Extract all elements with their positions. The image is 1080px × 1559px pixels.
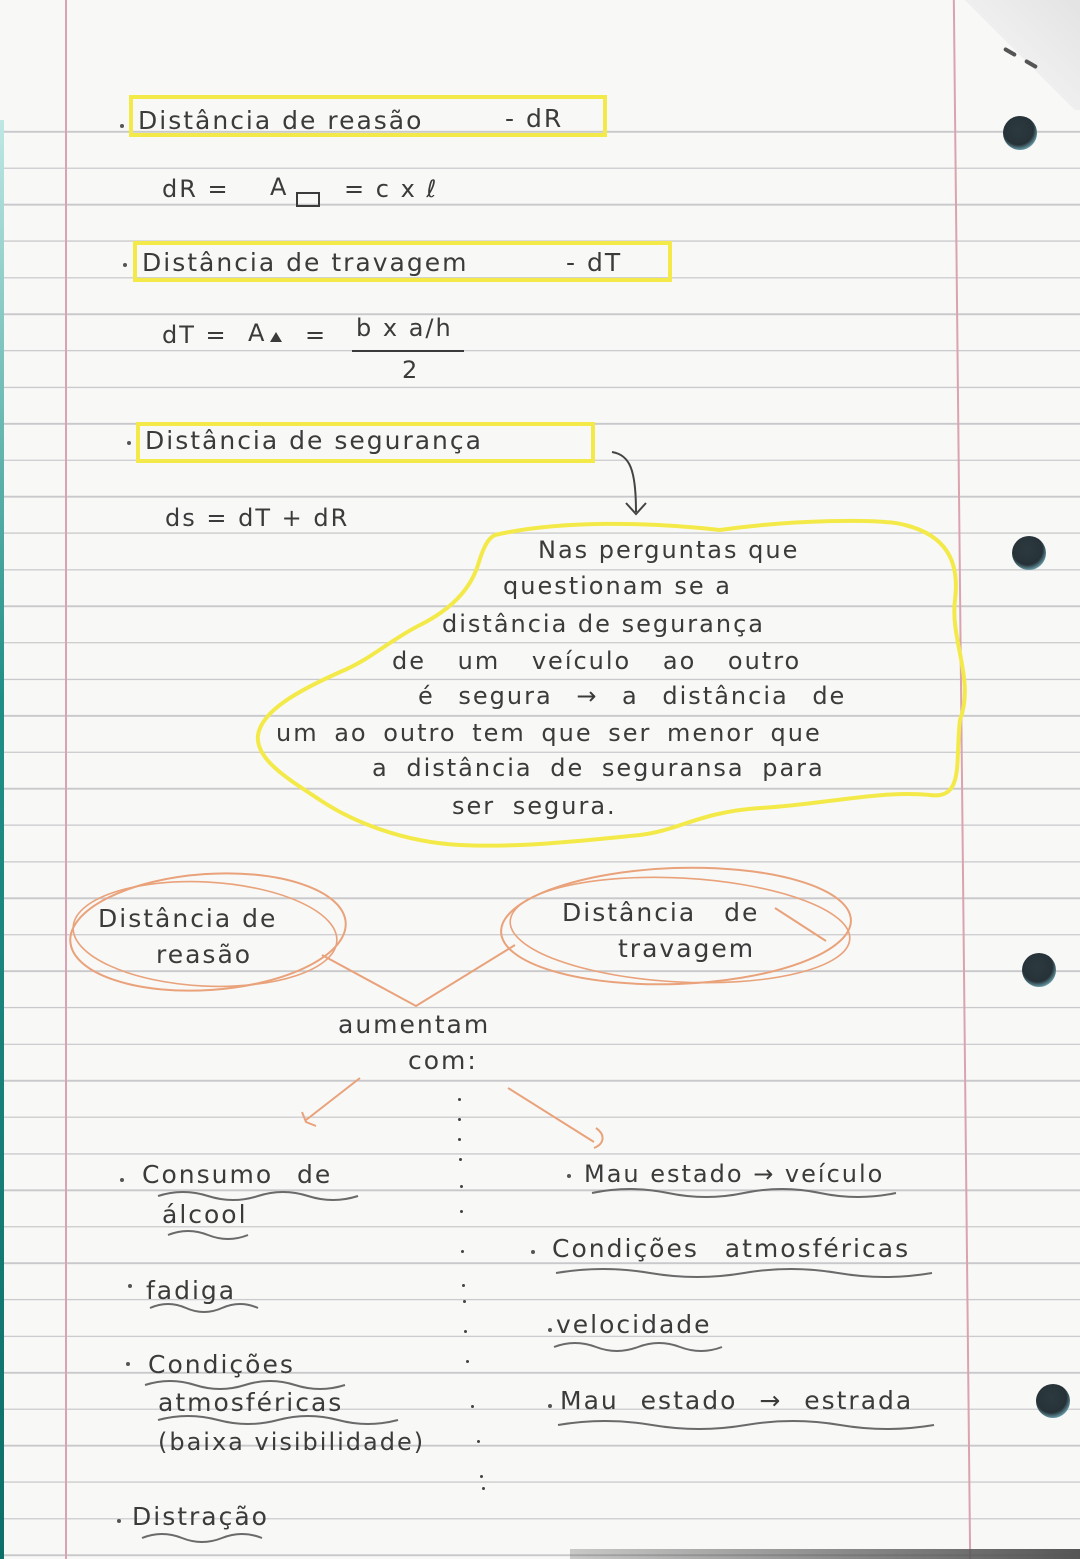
symbol-dr: - dR — [505, 104, 564, 133]
left-factor-weather-line3: (baixa visibilidade) — [158, 1428, 426, 1456]
left-factor-weather-line1: Condições — [148, 1350, 295, 1379]
heading-braking-distance: Distância de travagem — [142, 248, 469, 277]
dotted-divider — [480, 1475, 483, 1478]
right-factor-weather: Condições atmosféricas — [552, 1234, 911, 1263]
left-factor-distraction: Distração — [132, 1502, 269, 1531]
bubble-braking-line1: Distância de — [562, 898, 760, 927]
formula-dt-area: A — [248, 319, 267, 347]
bullet-dot — [120, 1178, 124, 1182]
dotted-divider — [460, 1210, 463, 1213]
binder-hole-icon — [1003, 116, 1037, 150]
right-factor-road: Mau estado → estrada — [560, 1386, 914, 1415]
bullet-dot — [128, 1284, 132, 1288]
dotted-divider — [477, 1440, 480, 1443]
dotted-divider — [460, 1185, 463, 1188]
cloud-note-line: Nas perguntas que — [538, 536, 800, 564]
dotted-divider — [462, 1284, 465, 1287]
symbol-dt: - dT — [566, 248, 623, 277]
heading-reaction-distance: Distância de reasão — [138, 106, 424, 135]
bubble-braking-line2: travagem — [618, 934, 756, 963]
cloud-note-line: é segura → a distância de — [418, 682, 847, 710]
formula-dt-left: dT = — [162, 321, 228, 349]
dotted-divider — [458, 1118, 461, 1121]
fraction-bar — [352, 350, 464, 352]
cloud-note-line: questionam se a — [503, 572, 733, 600]
dotted-divider — [482, 1487, 485, 1490]
formula-dr-left: dR = — [162, 175, 230, 203]
join-label-line1: aumentam — [338, 1010, 491, 1039]
formula-dt-equals: = — [305, 321, 328, 349]
bubble-reaction-line2: reasão — [156, 940, 253, 969]
binder-hole-icon — [1036, 1384, 1070, 1418]
page-corner-fold — [960, 0, 1080, 110]
page-bottom-shadow — [570, 1549, 1080, 1559]
cloud-note-line: de um veículo ao outro — [392, 647, 802, 675]
cloud-note-line: um ao outro tem que ser menor que — [276, 719, 822, 747]
left-margin-line — [65, 0, 67, 1559]
cloud-note-line: a distância de seguransa para — [372, 754, 825, 782]
bullet-dot — [567, 1174, 571, 1178]
page-edge-strip — [0, 120, 4, 1559]
binder-hole-icon — [1022, 953, 1056, 987]
dotted-divider — [458, 1138, 461, 1141]
dotted-divider — [463, 1300, 466, 1303]
dotted-divider — [461, 1250, 464, 1253]
formula-ds: ds = dT + dR — [165, 504, 350, 532]
bullet-dot — [548, 1404, 552, 1408]
dotted-divider — [458, 1098, 461, 1101]
bullet-dot — [117, 1519, 121, 1523]
dotted-divider — [459, 1158, 462, 1161]
bullet-dot — [531, 1250, 535, 1254]
left-factor-weather-line2: atmosféricas — [158, 1388, 344, 1417]
binder-hole-icon — [1012, 536, 1046, 570]
bullet-dot — [548, 1328, 552, 1332]
left-factor-fatigue: fadiga — [146, 1276, 237, 1305]
formula-dr-right: = c x ℓ — [344, 175, 439, 203]
bullet-dot — [123, 263, 127, 267]
heading-safety-distance: Distância de segurança — [145, 426, 483, 455]
triangle-icon — [270, 332, 282, 342]
bullet-dot — [120, 124, 124, 128]
rectangle-icon — [296, 192, 320, 207]
dotted-divider — [466, 1360, 469, 1363]
cloud-note-line: ser segura. — [452, 792, 617, 820]
cloud-note-line: distância de segurança — [442, 610, 765, 638]
bullet-dot — [126, 1362, 130, 1366]
right-factor-speed: velocidade — [556, 1310, 712, 1339]
formula-dt-denominator: 2 — [402, 356, 420, 384]
left-factor-alcohol-line1: Consumo de — [142, 1160, 333, 1189]
formula-dt-numerator: b x a/h — [356, 314, 453, 342]
join-label-line2: com: — [408, 1046, 478, 1075]
bullet-dot — [127, 441, 131, 445]
left-factor-alcohol-line2: álcool — [162, 1200, 248, 1229]
bubble-reaction-line1: Distância de — [98, 904, 278, 933]
dotted-divider — [471, 1405, 474, 1408]
right-factor-vehicle: Mau estado → veículo — [584, 1160, 885, 1188]
dotted-divider — [464, 1330, 467, 1333]
formula-dr-area: A — [270, 173, 289, 201]
